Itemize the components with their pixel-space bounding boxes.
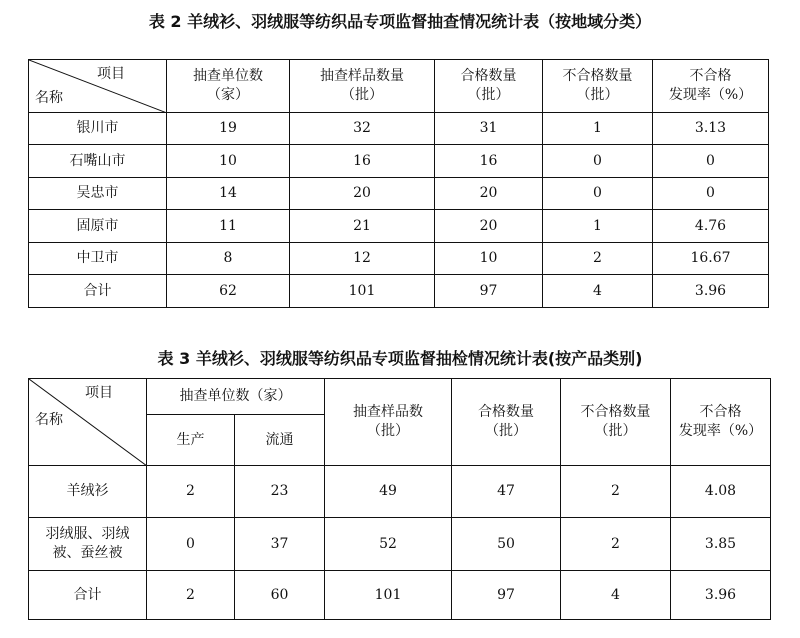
table2-header-row xyxy=(29,60,769,113)
cell-production: 2 xyxy=(147,466,235,518)
cell-units: 19 xyxy=(167,113,290,145)
header-cell: 抽查样品数量 （批） xyxy=(290,60,435,113)
cell-rate: 3.96 xyxy=(671,571,771,620)
cell-unqualified: 4 xyxy=(543,275,653,308)
corner-top-label: 项目 xyxy=(97,66,125,82)
cell-samples: 49 xyxy=(325,466,452,518)
table3-caption: 表 3 羊绒衫、羽绒服等纺织品专项监督抽检情况统计表(按产品类别) xyxy=(157,349,643,368)
table3-header-row xyxy=(29,379,771,415)
cell-unqualified: 2 xyxy=(561,518,671,571)
table-row xyxy=(29,518,771,571)
cell-units: 62 xyxy=(167,275,290,308)
cell-qualified: 97 xyxy=(435,275,543,308)
cell-qualified: 16 xyxy=(435,145,543,178)
cell-units: 8 xyxy=(167,243,290,275)
cell-samples: 20 xyxy=(290,178,435,210)
cell-production: 2 xyxy=(147,571,235,620)
row-name: 羊绒衫 xyxy=(29,466,147,518)
table2-corner-cell xyxy=(29,60,167,113)
corner-top-label: 项目 xyxy=(85,385,113,401)
cell-qualified: 10 xyxy=(435,243,543,275)
cell-production: 0 xyxy=(147,518,235,571)
cell-samples: 32 xyxy=(290,113,435,145)
header-cell: 抽查单位数 （家） xyxy=(167,60,290,113)
cell-qualified: 50 xyxy=(452,518,561,571)
row-name: 合计 xyxy=(29,275,167,308)
header-cell: 不合格 发现率（%） xyxy=(671,379,771,466)
cell-circulation: 37 xyxy=(235,518,325,571)
row-name: 中卫市 xyxy=(29,243,167,275)
table2-caption: 表 2 羊绒衫、羽绒服等纺织品专项监督抽查情况统计表（按地域分类） xyxy=(148,12,652,31)
cell-unqualified: 0 xyxy=(543,178,653,210)
row-name: 吴忠市 xyxy=(29,178,167,210)
corner-bottom-label: 名称 xyxy=(35,412,63,428)
table-row xyxy=(29,178,769,210)
row-name: 羽绒服、羽绒被、蚕丝被 xyxy=(29,518,147,571)
cell-qualified: 47 xyxy=(452,466,561,518)
row-name: 石嘴山市 xyxy=(29,145,167,178)
cell-qualified: 97 xyxy=(452,571,561,620)
cell-rate: 4.08 xyxy=(671,466,771,518)
header-cell: 不合格数量 （批） xyxy=(543,60,653,113)
table2 xyxy=(28,59,769,308)
table3 xyxy=(28,378,771,620)
row-name: 银川市 xyxy=(29,113,167,145)
table-row xyxy=(29,210,769,243)
corner-bottom-label: 名称 xyxy=(35,90,63,106)
cell-rate: 3.13 xyxy=(653,113,769,145)
cell-samples: 16 xyxy=(290,145,435,178)
cell-units: 10 xyxy=(167,145,290,178)
header-cell: 不合格 发现率（%） xyxy=(653,60,769,113)
cell-rate: 3.85 xyxy=(671,518,771,571)
table-row xyxy=(29,466,771,518)
cell-unqualified: 2 xyxy=(561,466,671,518)
cell-rate: 16.67 xyxy=(653,243,769,275)
table-row xyxy=(29,113,769,145)
table3-corner-cell xyxy=(29,379,147,466)
cell-unqualified: 1 xyxy=(543,113,653,145)
cell-samples: 101 xyxy=(290,275,435,308)
cell-qualified: 31 xyxy=(435,113,543,145)
header-cell: 合格数量 （批） xyxy=(435,60,543,113)
row-name: 固原市 xyxy=(29,210,167,243)
cell-qualified: 20 xyxy=(435,210,543,243)
units-group-header: 抽查单位数（家） xyxy=(147,379,325,415)
cell-unqualified: 1 xyxy=(543,210,653,243)
cell-samples: 12 xyxy=(290,243,435,275)
cell-units: 14 xyxy=(167,178,290,210)
cell-samples: 101 xyxy=(325,571,452,620)
cell-rate: 0 xyxy=(653,145,769,178)
header-cell: 抽查样品数 （批） xyxy=(325,379,452,466)
cell-unqualified: 4 xyxy=(561,571,671,620)
cell-samples: 52 xyxy=(325,518,452,571)
cell-circulation: 60 xyxy=(235,571,325,620)
cell-rate: 4.76 xyxy=(653,210,769,243)
cell-rate: 3.96 xyxy=(653,275,769,308)
cell-unqualified: 0 xyxy=(543,145,653,178)
cell-qualified: 20 xyxy=(435,178,543,210)
cell-rate: 0 xyxy=(653,178,769,210)
subheader-production: 生产 xyxy=(147,415,235,466)
header-cell: 不合格数量 （批） xyxy=(561,379,671,466)
row-name: 合计 xyxy=(29,571,147,620)
table-row-total xyxy=(29,275,769,308)
subheader-circulation: 流通 xyxy=(235,415,325,466)
cell-circulation: 23 xyxy=(235,466,325,518)
table-row xyxy=(29,145,769,178)
table-row xyxy=(29,243,769,275)
header-cell: 合格数量 （批） xyxy=(452,379,561,466)
cell-unqualified: 2 xyxy=(543,243,653,275)
cell-units: 11 xyxy=(167,210,290,243)
table-row-total xyxy=(29,571,771,620)
cell-samples: 21 xyxy=(290,210,435,243)
